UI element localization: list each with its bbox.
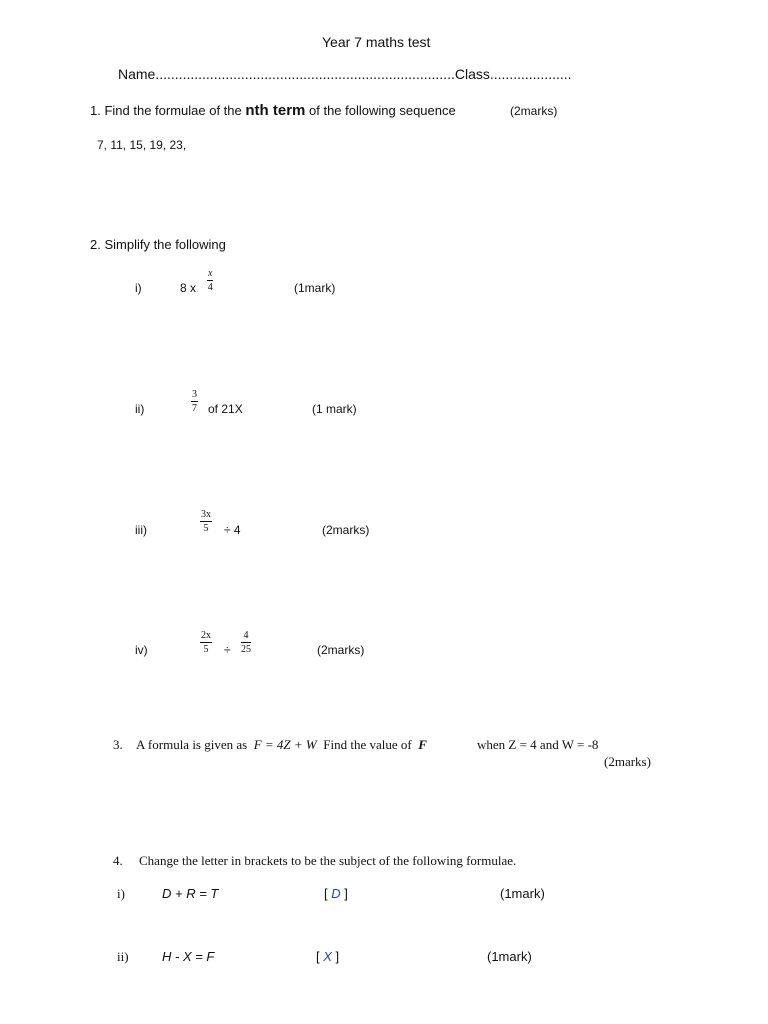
- q3-when: when Z = 4 and W = -8: [477, 737, 599, 752]
- q4-part-i-bracket: [324, 886, 348, 901]
- q2-part-iv-fraction-2: [241, 630, 251, 655]
- q3-variable: F: [418, 737, 427, 752]
- q2-part-ii-label: ii): [135, 402, 145, 416]
- q2-part-iii-label: iii): [135, 523, 147, 537]
- q2-part-ii-marks: (1 mark): [312, 402, 357, 416]
- bracket-open: [: [324, 886, 332, 901]
- bracket-open: [: [316, 949, 324, 964]
- q4-part-ii-bracket: [316, 949, 339, 964]
- question-4-text: Change the letter in brackets to be the subject of the following formulae.: [139, 853, 517, 868]
- q2-part-iv-operator: ÷: [224, 643, 231, 657]
- fraction-denominator: 25: [241, 644, 251, 655]
- q2-part-iv-label: iv): [135, 643, 148, 657]
- q4-part-i-marks: (1mark): [500, 886, 545, 901]
- q2-part-i-fraction: [207, 268, 213, 293]
- bracket-close: ]: [331, 949, 340, 964]
- q2-part-iii-expression: ÷ 4: [224, 523, 241, 537]
- q3-formula: F = 4Z + W: [253, 737, 317, 752]
- q3-marks: (2marks): [604, 754, 651, 769]
- question-2-heading: 2. Simplify the following: [90, 237, 226, 252]
- q1-nth-term: nth term: [245, 102, 306, 119]
- q3-text-1: A formula is given as: [136, 737, 248, 752]
- question-1: [90, 102, 456, 119]
- fraction-numerator: 3: [192, 389, 197, 400]
- page-title: Year 7 maths test: [322, 34, 431, 50]
- fraction-denominator: 5: [203, 644, 209, 655]
- fraction-denominator: 7: [192, 403, 197, 414]
- q2-part-iii-marks: (2marks): [322, 523, 370, 537]
- bracket-close: ]: [340, 886, 348, 901]
- question-4-number: 4.: [113, 853, 123, 868]
- q4-part-ii-label: ii): [117, 949, 129, 964]
- q2-part-i-label: i): [135, 281, 142, 295]
- q1-sequence: 7, 11, 15, 19, 23,: [97, 138, 187, 152]
- bracket-letter: D: [331, 886, 341, 901]
- q2-part-iv-fraction-1: [200, 630, 212, 655]
- fraction-denominator: 4: [207, 282, 213, 293]
- q4-part-i-formula: D + R = T: [162, 886, 219, 901]
- fraction-numerator: 4: [243, 630, 249, 641]
- question-3: [136, 737, 427, 753]
- q1-prefix: 1. Find the formulae of the: [90, 103, 242, 118]
- fraction-numerator: 3x: [201, 509, 211, 520]
- question-3-number: 3.: [113, 737, 123, 752]
- name-class-line: Name.............................................................................Class.....................: [118, 66, 572, 82]
- q1-marks: (2marks): [510, 104, 558, 118]
- q2-part-iv-marks: (2marks): [317, 643, 365, 657]
- fraction-numerator: 2x: [201, 630, 211, 641]
- q1-suffix: of the following sequence: [309, 103, 456, 118]
- fraction-denominator: 5: [203, 523, 209, 534]
- q2-part-ii-fraction: [191, 389, 198, 414]
- q2-part-i-marks: (1mark): [294, 281, 336, 295]
- q2-part-i-expression: 8 x: [180, 281, 197, 295]
- q4-part-ii-formula: H - X = F: [162, 949, 215, 964]
- q2-part-ii-expression: of 21X: [208, 402, 243, 416]
- q2-part-iii-fraction: [200, 509, 212, 534]
- q4-part-i-label: i): [117, 886, 125, 901]
- q4-part-ii-marks: (1mark): [487, 949, 532, 964]
- q3-text-2: Find the value of: [323, 737, 412, 752]
- fraction-numerator: x: [208, 268, 213, 279]
- bracket-letter: X: [323, 949, 332, 964]
